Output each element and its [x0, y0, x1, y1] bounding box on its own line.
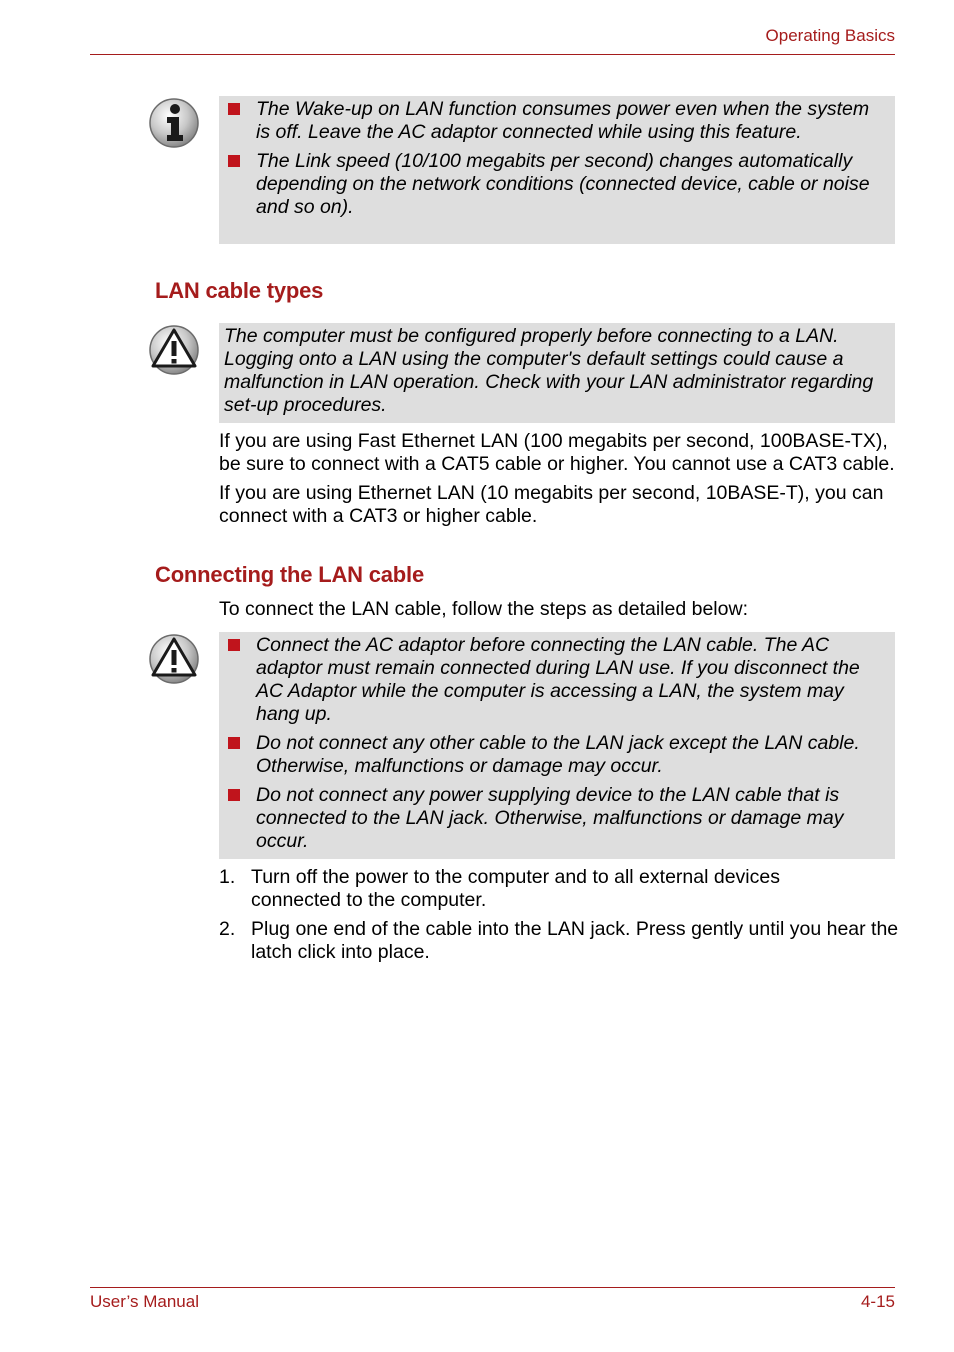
bullet-square — [228, 789, 240, 801]
bullet-square — [228, 639, 240, 651]
note-item-text: Do not connect any other cable to the LAN jack except the LAN cable. Otherwise, malfunctions or damage may occur. — [256, 732, 860, 777]
step-number: 2. — [219, 918, 236, 940]
page-number: 4-15 — [860, 1292, 895, 1311]
header-rule — [90, 54, 895, 55]
paragraph: If you are using Fast Ethernet LAN (100 megabits per second, 100BASE-TX), be sure to connect with a CAT5 cable or higher. You cannot use a CAT3 cable. — [219, 430, 895, 475]
caution-text: The computer must be configured properly before connecting to a LAN. Logging onto a LAN using the computer's default settings could cause a malfunction in LAN operation. Check with your LAN administrator regarding set-up procedures. — [224, 325, 874, 416]
note-item-text: Connect the AC adaptor before connecting the LAN cable. The AC adaptor must remain connected during LAN use. If you disconnect the AC Adaptor while the computer is accessing a LAN, the system may hang up. — [256, 634, 860, 725]
section-heading-connecting-lan-cable: Connecting the LAN cable — [155, 562, 424, 587]
step-text: Plug one end of the cable into the LAN jack. Press gently until you hear the latch click into place. — [251, 918, 899, 963]
paragraph: If you are using Ethernet LAN (10 megabits per second, 10BASE-T), you can connect with a CAT3 or higher cable. — [219, 482, 884, 527]
note-item — [223, 732, 887, 778]
footer-manual-title: User’s Manual — [90, 1292, 199, 1311]
note-item-text: The Link speed (10/100 megabits per second) changes automatically depending on the network conditions (connected device, cable or noise and so on). — [256, 150, 870, 218]
footer-rule — [90, 1287, 895, 1288]
intro-paragraph: To connect the LAN cable, follow the steps as detailed below: — [219, 598, 748, 620]
caution-note — [219, 632, 895, 859]
step-text: Turn off the power to the computer and to all external devices connected to the computer. — [251, 866, 780, 911]
caution-note — [219, 323, 895, 423]
note-item — [223, 150, 887, 219]
section-heading-lan-cable-types: LAN cable types — [155, 278, 324, 303]
note-item-text: Do not connect any power supplying device to the LAN cable that is connected to the LAN jack. Otherwise, malfunctions or damage may occur. — [256, 784, 844, 852]
bullet-square — [228, 103, 240, 115]
list-item — [219, 918, 909, 964]
warning-icon — [148, 324, 200, 376]
info-icon — [148, 97, 200, 149]
list-item — [219, 866, 839, 912]
note-item — [223, 634, 887, 726]
running-header: Operating Basics — [765, 26, 895, 45]
info-note — [219, 96, 895, 244]
step-number: 1. — [219, 866, 236, 888]
bullet-square — [228, 737, 240, 749]
note-item — [223, 784, 887, 853]
note-item — [223, 98, 887, 144]
warning-icon — [148, 633, 200, 685]
note-item-text: The Wake-up on LAN function consumes power even when the system is off. Leave the AC adaptor connected while using this feature. — [256, 98, 870, 143]
bullet-square — [228, 155, 240, 167]
